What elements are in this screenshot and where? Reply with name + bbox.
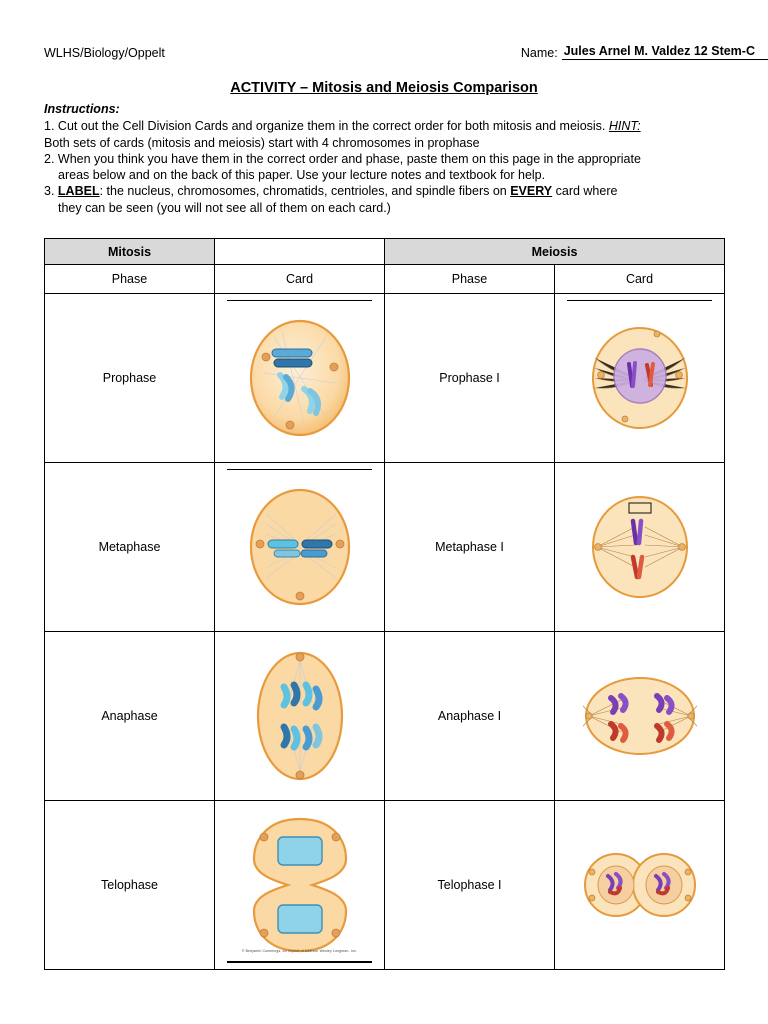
instruction-2-line1: When you think you have them in the correct order and phase, paste them on this page in the appropriate bbox=[57, 151, 641, 166]
mitosis-metaphase-cell-diagram bbox=[215, 463, 384, 631]
comparison-table-wrapper bbox=[44, 238, 723, 970]
instruction-3-line1: : the nucleus, chromosomes, chromatids, centrioles, and spindle fibers on bbox=[99, 184, 511, 199]
cell-meiosis-phase-metaphase-i: Metaphase I bbox=[385, 463, 555, 632]
cell-mitosis-phase-metaphase: Metaphase bbox=[45, 463, 215, 632]
table-row bbox=[45, 801, 725, 970]
instruction-1-number: 1. bbox=[44, 119, 55, 134]
table-row bbox=[45, 632, 725, 801]
cell-mitosis-card-telophase bbox=[215, 801, 385, 970]
meiosis-telophase-i-cell-diagram bbox=[555, 801, 724, 969]
cell-mitosis-card-prophase bbox=[215, 294, 385, 463]
group-header-meiosis: Meiosis bbox=[385, 239, 725, 265]
name-label: Name: bbox=[520, 46, 558, 60]
cell-meiosis-card-anaphase-i bbox=[555, 632, 725, 801]
instruction-2-number: 2. bbox=[44, 151, 55, 166]
cell-mitosis-phase-prophase: Prophase bbox=[45, 294, 215, 463]
instruction-1-text: Cut out the Cell Division Cards and organize them in the correct order for both mitosis and meiosis. bbox=[57, 119, 609, 134]
student-name-value: Jules Arnel M. Valdez 12 Stem-C bbox=[562, 44, 768, 60]
table-group-header-row bbox=[45, 239, 725, 265]
mitosis-anaphase-cell-diagram bbox=[215, 632, 384, 800]
instruction-3-line1-end: card where bbox=[552, 184, 618, 199]
instruction-2-line2: areas below and on the back of this paper. Use your lecture notes and textbook for help. bbox=[58, 168, 546, 182]
meiosis-prophase-i-cell-diagram bbox=[555, 294, 724, 462]
instruction-1-hint: HINT: bbox=[608, 119, 641, 134]
mitosis-telophase-cell-diagram bbox=[215, 801, 384, 969]
cell-meiosis-phase-prophase-i: Prophase I bbox=[385, 294, 555, 463]
mitosis-prophase-cell-diagram bbox=[215, 294, 384, 462]
page-title: ACTIVITY – Mitosis and Meiosis Comparison bbox=[230, 80, 538, 96]
group-header-spacer bbox=[215, 239, 385, 265]
cell-meiosis-phase-anaphase-i: Anaphase I bbox=[385, 632, 555, 801]
instruction-item-3 bbox=[44, 183, 724, 216]
name-field-group bbox=[521, 44, 768, 60]
cell-meiosis-phase-telophase-i: Telophase I bbox=[385, 801, 555, 970]
column-header-mitosis-phase: Phase bbox=[45, 265, 215, 294]
table-column-header-row bbox=[45, 265, 725, 294]
cell-meiosis-card-telophase-i bbox=[555, 801, 725, 970]
table-row bbox=[45, 463, 725, 632]
table-row bbox=[45, 294, 725, 463]
column-header-mitosis-card: Card bbox=[215, 265, 385, 294]
column-header-meiosis-card: Card bbox=[555, 265, 725, 294]
mitosis-meiosis-comparison-table bbox=[44, 238, 725, 970]
meiosis-metaphase-i-cell-diagram bbox=[555, 463, 724, 631]
instruction-3-label-word: LABEL bbox=[57, 184, 100, 199]
group-header-mitosis: Mitosis bbox=[45, 239, 215, 265]
page-header bbox=[44, 44, 755, 60]
course-label: WLHS/Biology/Oppelt bbox=[44, 46, 165, 60]
instruction-1-text-cont: Both sets of cards (mitosis and meiosis) start with 4 chromosomes in prophase bbox=[44, 135, 480, 150]
cell-meiosis-card-metaphase-i bbox=[555, 463, 725, 632]
instruction-3-line2: they can be seen (you will not see all of them on each card.) bbox=[58, 200, 391, 215]
card-caption: © Benjamin Cummings, an imprint of Addison Wesley Longman, Inc. bbox=[241, 949, 358, 953]
column-header-meiosis-phase: Phase bbox=[385, 265, 555, 294]
cell-mitosis-card-anaphase bbox=[215, 632, 385, 801]
meiosis-anaphase-i-cell-diagram bbox=[555, 632, 724, 800]
instruction-item-2 bbox=[44, 151, 724, 184]
cell-meiosis-card-prophase-i bbox=[555, 294, 725, 463]
instruction-3-every: EVERY bbox=[510, 184, 553, 199]
cell-mitosis-phase-telophase: Telophase bbox=[45, 801, 215, 970]
instruction-3-number: 3. bbox=[44, 184, 55, 199]
cell-mitosis-phase-anaphase: Anaphase bbox=[45, 632, 215, 801]
instruction-item-1 bbox=[44, 118, 724, 151]
cell-mitosis-card-metaphase bbox=[215, 463, 385, 632]
cut-line bbox=[227, 961, 372, 963]
instructions-block bbox=[44, 101, 724, 216]
instructions-heading: Instructions: bbox=[44, 102, 120, 116]
